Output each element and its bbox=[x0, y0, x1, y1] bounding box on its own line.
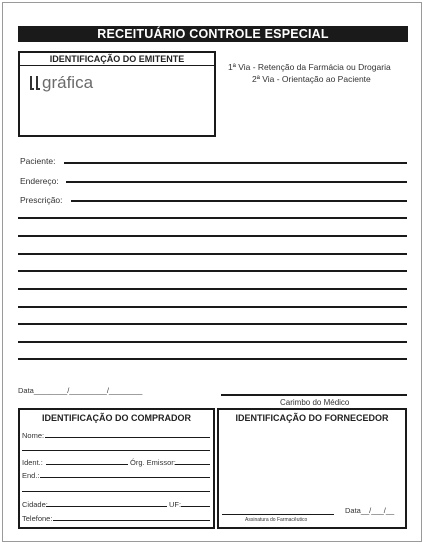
via-first: 1ª Via - Retenção da Farmácia ou Drogaria bbox=[228, 62, 391, 72]
carimbo-line bbox=[221, 394, 407, 396]
prescription-line[interactable] bbox=[18, 270, 407, 272]
telefone-label: Telefone: bbox=[22, 514, 53, 523]
end-label: End.: bbox=[22, 471, 40, 480]
end-line[interactable] bbox=[40, 477, 210, 478]
ident-line[interactable] bbox=[46, 464, 128, 465]
cidade-label: Cidade: bbox=[22, 500, 48, 509]
date-field[interactable]: Data________/_________/________ bbox=[18, 386, 143, 395]
prescription-line[interactable] bbox=[18, 358, 407, 360]
paciente-label: Paciente: bbox=[20, 156, 56, 166]
prescription-line[interactable] bbox=[18, 341, 407, 343]
prescription-line[interactable] bbox=[18, 253, 407, 255]
prescription-line[interactable] bbox=[18, 217, 407, 219]
paciente-line[interactable] bbox=[64, 162, 407, 164]
prescription-line[interactable] bbox=[18, 306, 407, 308]
end-line-2[interactable] bbox=[22, 491, 210, 492]
logo-mark-icon bbox=[30, 76, 40, 90]
uf-line[interactable] bbox=[181, 506, 210, 507]
nome-label: Nome: bbox=[22, 431, 45, 440]
endereco-line[interactable] bbox=[66, 181, 407, 183]
nome-line-2[interactable] bbox=[22, 450, 210, 451]
fornecedor-date[interactable]: Data__/___/__ bbox=[345, 506, 395, 515]
comprador-header: IDENTIFICAÇÃO DO COMPRADOR bbox=[42, 413, 191, 423]
prescription-line[interactable] bbox=[18, 288, 407, 290]
endereco-label: Endereço: bbox=[20, 176, 59, 186]
comprador-box bbox=[18, 408, 215, 529]
ident-label: Ident.: bbox=[22, 458, 43, 467]
prescricao-label: Prescrição: bbox=[20, 195, 63, 205]
prescricao-line[interactable] bbox=[71, 200, 407, 202]
form-title: RECEITUÁRIO CONTROLE ESPECIAL bbox=[18, 26, 408, 42]
emitente-box bbox=[18, 51, 216, 137]
uf-label: UF: bbox=[169, 500, 182, 509]
fornecedor-header: IDENTIFICAÇÃO DO FORNECEDOR bbox=[235, 413, 389, 423]
nome-line[interactable] bbox=[45, 437, 210, 438]
via-second: 2ª Via - Orientação ao Paciente bbox=[252, 74, 371, 84]
prescription-line[interactable] bbox=[18, 323, 407, 325]
assinatura-label: Assinatura do Farmacêutico bbox=[245, 517, 308, 523]
orgao-label: Órg. Emissor: bbox=[130, 458, 176, 467]
telefone-line[interactable] bbox=[53, 520, 210, 521]
orgao-line[interactable] bbox=[175, 464, 210, 465]
company-logo bbox=[30, 73, 93, 93]
logo-text: gráfica bbox=[42, 73, 94, 92]
prescription-line[interactable] bbox=[18, 235, 407, 237]
emitente-header: IDENTIFICAÇÃO DO EMITENTE bbox=[20, 53, 214, 66]
carimbo-label: Carimbo do Médico bbox=[280, 398, 350, 407]
cidade-line[interactable] bbox=[46, 506, 167, 507]
assinatura-line[interactable] bbox=[222, 514, 334, 515]
